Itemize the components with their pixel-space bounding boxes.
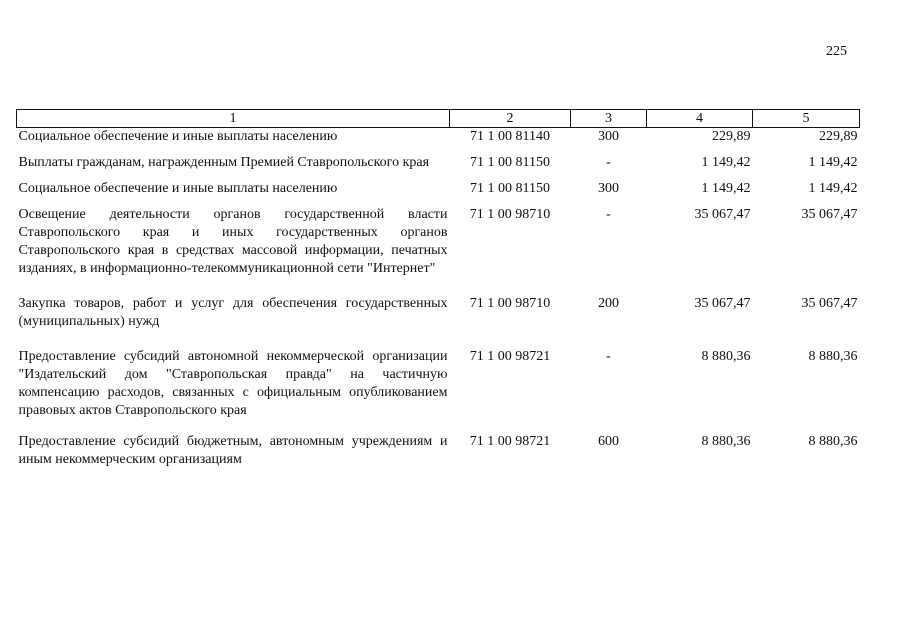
table-row (17, 348, 860, 433)
table-row (17, 206, 860, 295)
header-col-4: 4 (647, 110, 753, 128)
header-col-3: 3 (571, 110, 647, 128)
header-col-1: 1 (17, 110, 450, 128)
row-code: 71 1 00 81150 (470, 181, 550, 196)
row-sum-2: 35 067,47 (801, 207, 858, 222)
row-sum-1: 1 149,42 (701, 155, 751, 170)
table-row (17, 154, 860, 180)
row-sum-1: 229,89 (712, 129, 751, 144)
row-sum-1: 8 880,36 (701, 434, 751, 449)
row-sum-2: 1 149,42 (808, 181, 858, 196)
table-row (17, 128, 860, 155)
row-expense-type: 600 (598, 434, 619, 449)
row-name: Предоставление субсидий автономной некоммерческой организации "Издательский дом "Ставропольская правда" на частичную компенсацию расходов, связанных с официальным опубликованием правовых актов Ставропольского края (18, 349, 448, 418)
table-row (17, 433, 860, 469)
row-sum-2: 1 149,42 (808, 155, 858, 170)
row-code: 71 1 00 98710 (469, 207, 551, 222)
row-sum-1: 35 067,47 (694, 207, 751, 222)
row-sum-2: 8 880,36 (808, 349, 858, 364)
row-expense-type: - (606, 155, 611, 170)
row-code: 71 1 00 98721 (469, 434, 551, 449)
row-sum-2: 8 880,36 (808, 434, 858, 449)
row-name: Социальное обеспечение и иные выплаты населению (18, 129, 338, 144)
row-name: Выплаты гражданам, награжденным Премией Ставропольского края (18, 155, 430, 170)
row-name: Закупка товаров, работ и услуг для обеспечения государственных (муниципальных) нужд (18, 296, 448, 329)
row-code: 71 1 00 81140 (470, 129, 550, 144)
row-expense-type: 300 (598, 181, 619, 196)
row-code: 71 1 00 81150 (470, 155, 550, 170)
row-sum-1: 35 067,47 (694, 296, 751, 311)
table-row (17, 295, 860, 348)
header-col-5: 5 (753, 110, 860, 128)
row-code: 71 1 00 98710 (469, 296, 551, 311)
row-sum-1: 8 880,36 (701, 349, 751, 364)
table-header (17, 110, 860, 128)
header-col-2: 2 (450, 110, 571, 128)
table-row (17, 180, 860, 206)
row-sum-2: 35 067,47 (801, 296, 858, 311)
table-body (17, 128, 860, 470)
row-name: Социальное обеспечение и иные выплаты населению (18, 181, 338, 196)
row-expense-type: - (606, 207, 611, 222)
row-name: Освещение деятельности органов государственной власти Ставропольского края и иных государственных органов Ставропольского края в средствах массовой информации, печатных изданиях, в информационно-телекоммуникационной сети "Интернет" (18, 207, 448, 276)
page-number: 225 (826, 44, 847, 59)
row-code: 71 1 00 98721 (469, 349, 551, 364)
row-sum-2: 229,89 (819, 129, 858, 144)
budget-table (16, 109, 860, 469)
row-sum-1: 1 149,42 (701, 181, 751, 196)
row-expense-type: - (606, 349, 611, 364)
row-name: Предоставление субсидий бюджетным, автономным учреждениям и иным некоммерческим организациям (18, 434, 448, 467)
row-expense-type: 300 (598, 129, 619, 144)
header-row (17, 110, 860, 128)
row-expense-type: 200 (598, 296, 619, 311)
